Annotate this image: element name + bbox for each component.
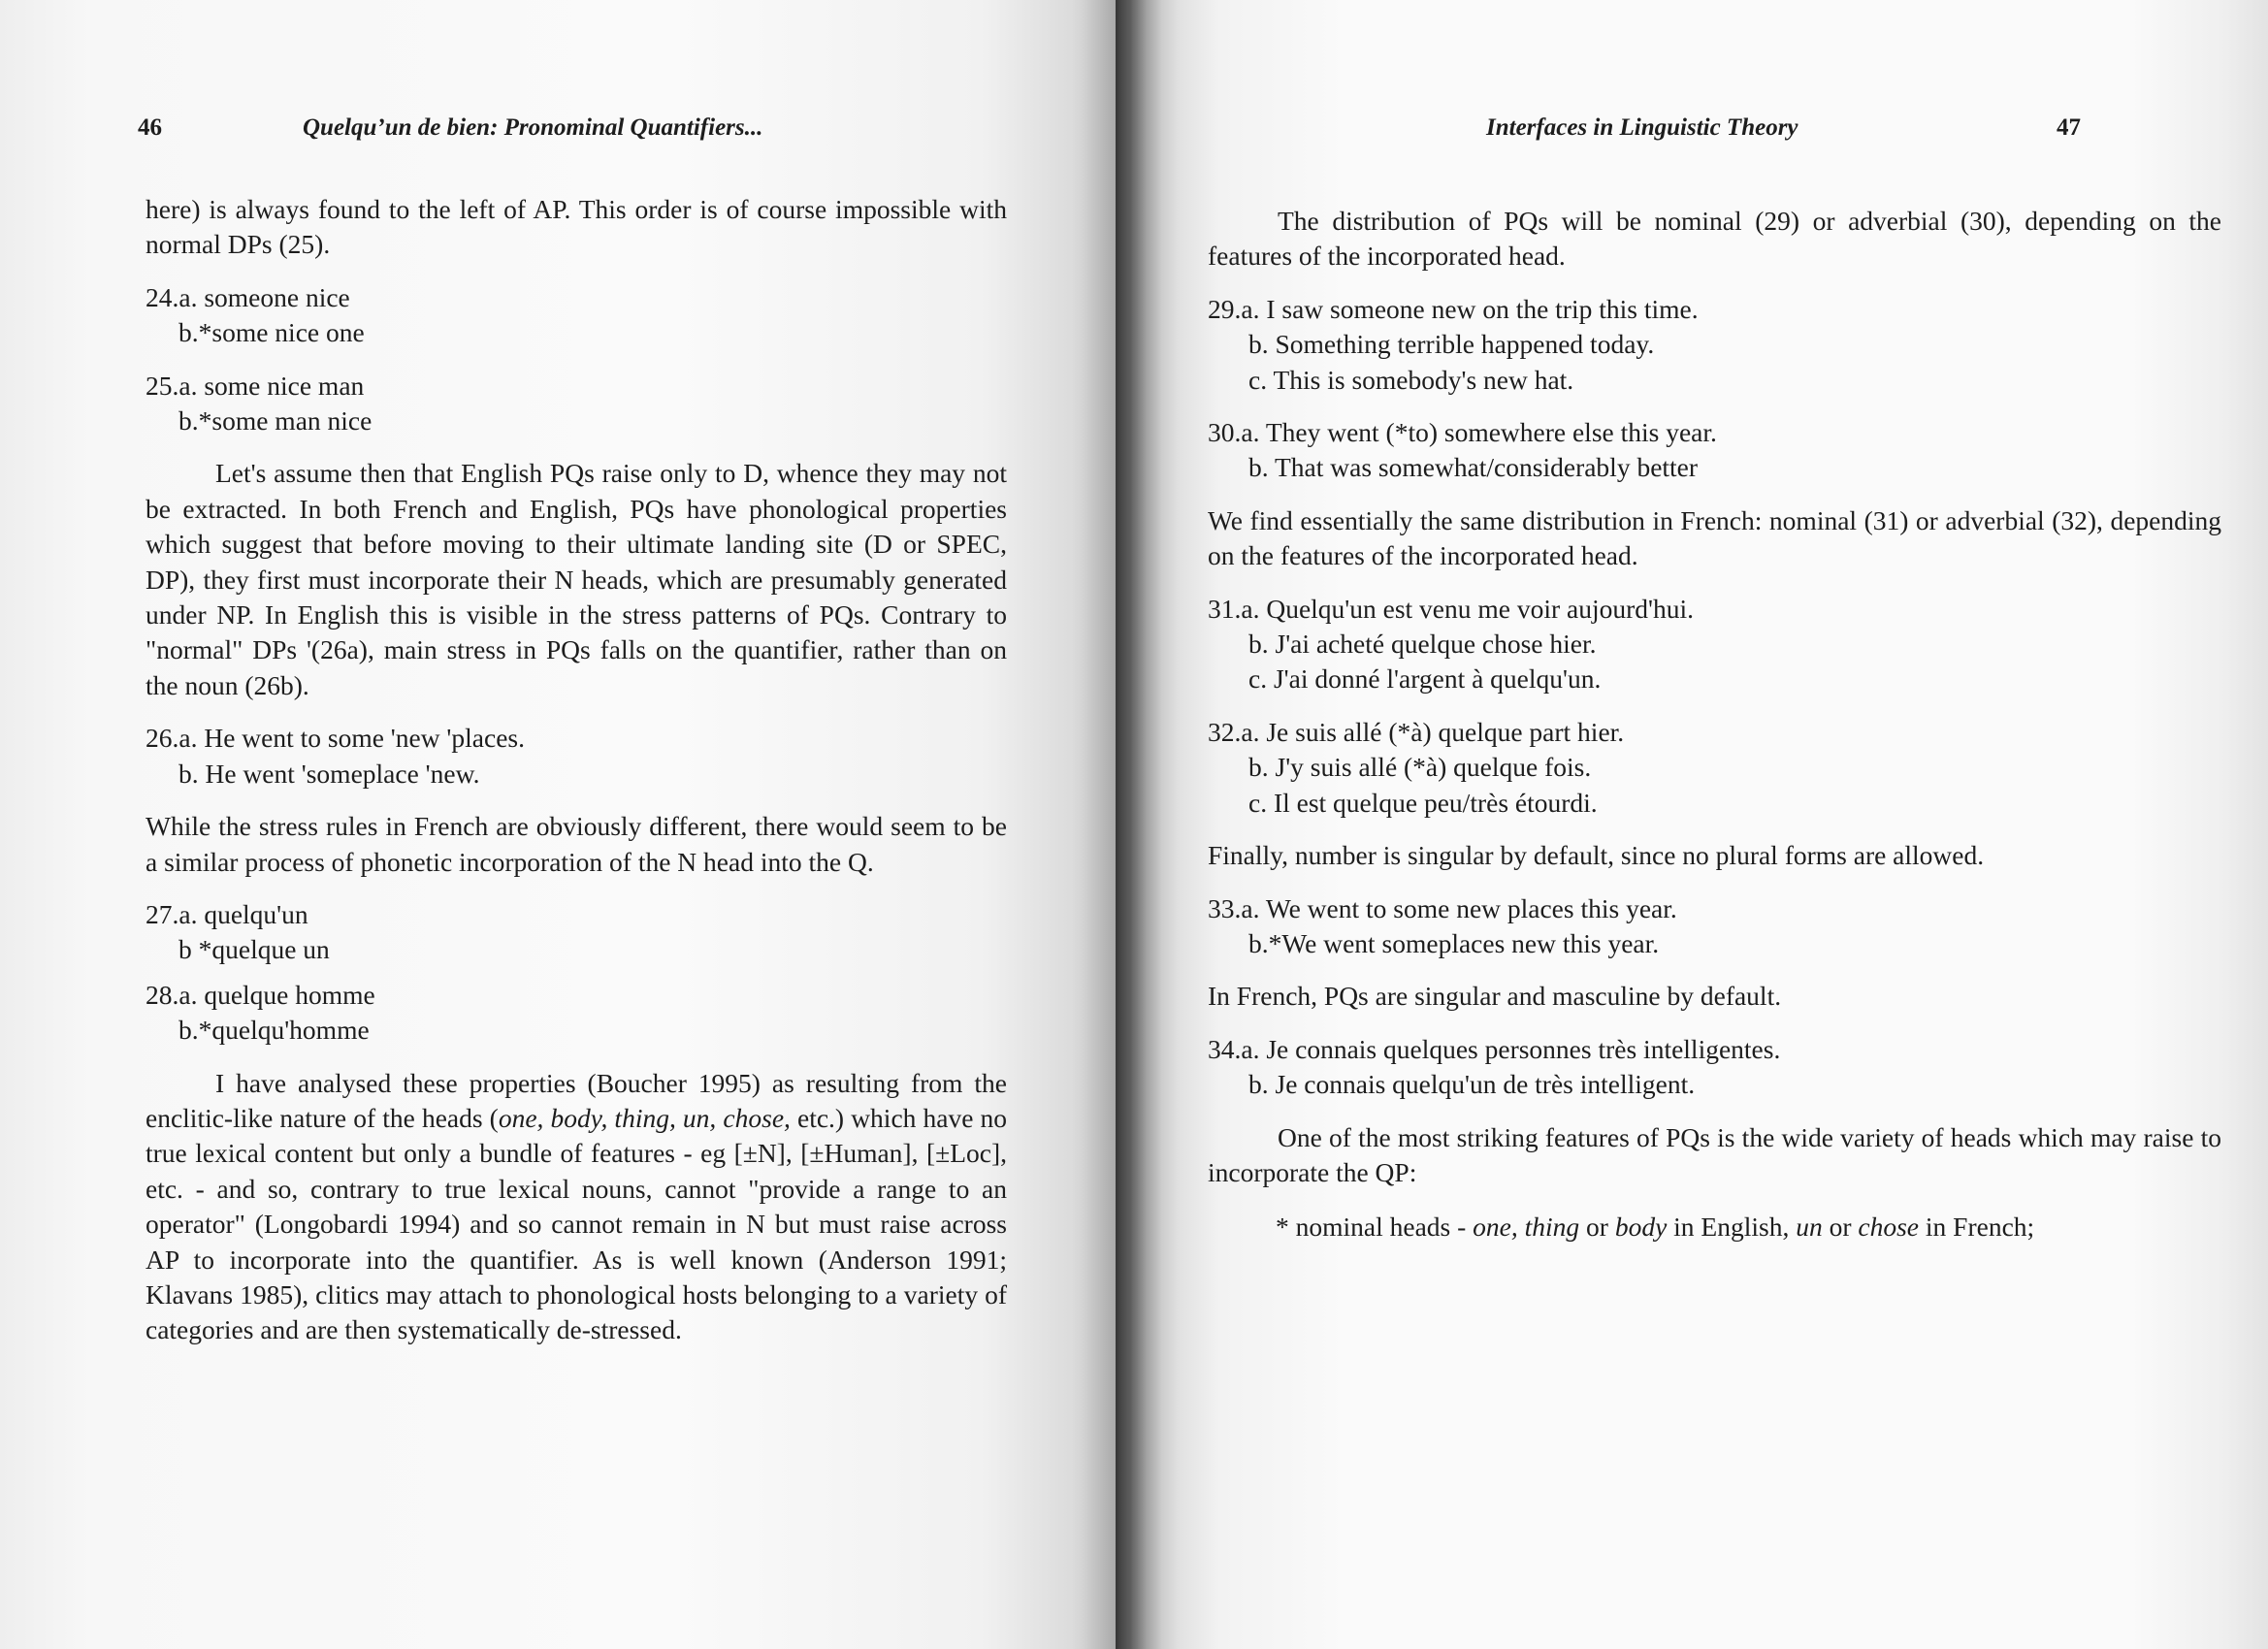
example-line: c. Il est quelque peu/très étourdi. xyxy=(1248,787,1598,818)
paragraph: Let's assume then that English PQs raise only to D, whence they may not be extracted. In both French and English, PQs have phonological properties which suggest that before moving to their ultimate landing site (D or SPEC, DP), they first must incorporate their N heads, which are presumably generated under NP. In English this is visible in the stress patterns of PQs. Contrary to "normal" DPs '(26a), main stress in PQs falls on the quantifier, rather than on the noun (26b). xyxy=(146,458,1007,700)
example-line: 24.a. someone nice xyxy=(146,281,350,312)
example-27 xyxy=(146,897,1007,968)
paragraph: here) is always found to the left of AP. This order is of course impossible with normal DPs (25). xyxy=(146,194,1007,260)
example-29 xyxy=(1208,292,2221,398)
example-30 xyxy=(1208,415,2221,486)
example-line: b. That was somewhat/considerably better xyxy=(1248,452,1699,483)
text-run: etc.) which have no true lexical content but only a bundle of features - eg [±N], [±Human], [±Loc], etc. - and so, contrary to true lexical nouns, cannot "provide a range to an operator" (Longobardi 1994) and so cannot remain in N but must raise across AP to incorporate into the quantifier. As is well known (Anderson 1991; Klavans 1985), clitics may attach to phonological hosts belonging to a variety of categories and are then systematically de-stressed. xyxy=(146,1102,1008,1345)
example-line: 28.a. quelque homme xyxy=(146,979,375,1010)
example-line: b.*some man nice xyxy=(178,405,373,436)
example-line: 34.a. Je connais quelques personnes très intelligentes. xyxy=(1208,1033,1781,1064)
example-line: 29.a. I saw someone new on the trip this time. xyxy=(1208,293,1699,324)
example-line: b.*some nice one xyxy=(178,317,365,348)
paragraph: Finally, number is singular by default, since no plural forms are allowed. xyxy=(1208,840,1985,871)
example-24 xyxy=(146,280,1007,351)
example-line: b.*quelqu'homme xyxy=(178,1015,370,1046)
paragraph: The distribution of PQs will be nominal (29) or adverbial (30), depending on the features of the incorporated head. xyxy=(1208,206,2221,272)
left-running-title: Quelqu’un de bien: Pronominal Quantifiers... xyxy=(303,114,763,141)
example-34 xyxy=(1208,1032,2221,1103)
right-page-body xyxy=(1208,204,2221,1245)
example-31 xyxy=(1208,592,2221,697)
example-line: b. J'ai acheté quelque chose hier. xyxy=(1248,629,1597,660)
example-line: c. J'ai donné l'argent à quelqu'un. xyxy=(1248,663,1602,695)
example-line: 27.a. quelqu'un xyxy=(146,898,308,929)
italic-text-run: one, body, thing, un, chose, xyxy=(498,1102,791,1133)
example-line: b. J'y suis allé (*à) quelque fois. xyxy=(1248,752,1592,783)
paragraph: One of the most striking features of PQs is the wide variety of heads which may raise to incorporate the QP: xyxy=(1208,1121,2221,1187)
example-line: 26.a. He went to some 'new 'places. xyxy=(146,723,525,754)
left-page xyxy=(0,0,1116,1649)
example-line: 32.a. Je suis allé (*à) quelque part hier. xyxy=(1208,716,1625,747)
paragraph: In French, PQs are singular and masculine by default. xyxy=(1208,981,1782,1012)
example-line: 30.a. They went (*to) somewhere else this year. xyxy=(1208,417,1717,448)
example-25 xyxy=(146,369,1007,439)
example-line: c. This is somebody's new hat. xyxy=(1248,364,1574,395)
example-line: b. He went 'someplace 'new. xyxy=(178,758,480,789)
italic-text-run: un xyxy=(1796,1212,1823,1243)
right-page-number: 47 xyxy=(2057,114,2081,141)
paragraph: While the stress rules in French are obviously different, there would seem to be a similar process of phonetic incorporation of the N head into the Q. xyxy=(146,811,1007,877)
text-run: or xyxy=(1822,1212,1859,1243)
bullet-paragraph xyxy=(1208,1210,2221,1245)
example-line: 25.a. some nice man xyxy=(146,370,365,401)
text-run: I have analysed these properties (Boucher 1995) as resulting from the enclitic-like nature of the heads ( xyxy=(146,1067,1007,1133)
example-line: b *quelque un xyxy=(178,934,330,965)
paragraph: We find essentially the same distribution in French: nominal (31) or adverbial (32), depending on the features of the incorporated head. xyxy=(1208,504,2221,571)
right-running-title: Interfaces in Linguistic Theory xyxy=(1486,114,1798,141)
left-page-body xyxy=(146,192,1007,1366)
example-26 xyxy=(146,721,1007,792)
right-page xyxy=(1116,0,2268,1649)
example-line: b.*We went someplaces new this year. xyxy=(1248,927,1660,958)
italic-text-run: chose xyxy=(1858,1212,1920,1243)
example-line: b. Something terrible happened today. xyxy=(1248,329,1655,360)
text-run: in English, xyxy=(1667,1212,1797,1243)
text-run: or xyxy=(1579,1212,1615,1243)
example-32 xyxy=(1208,715,2221,821)
example-28 xyxy=(146,978,1007,1049)
paragraph xyxy=(146,1066,1007,1348)
text-run: * nominal heads - xyxy=(1276,1212,1474,1243)
example-33 xyxy=(1208,891,2221,962)
example-line: 31.a. Quelqu'un est venu me voir aujourd'hui. xyxy=(1208,593,1694,624)
text-run: in French; xyxy=(1919,1212,2035,1243)
example-line: b. Je connais quelqu'un de très intelligent. xyxy=(1248,1069,1696,1100)
italic-text-run: body xyxy=(1614,1212,1668,1243)
example-line: 33.a. We went to some new places this year. xyxy=(1208,892,1677,923)
left-page-number: 46 xyxy=(138,114,162,141)
italic-text-run: one, thing xyxy=(1473,1212,1580,1243)
